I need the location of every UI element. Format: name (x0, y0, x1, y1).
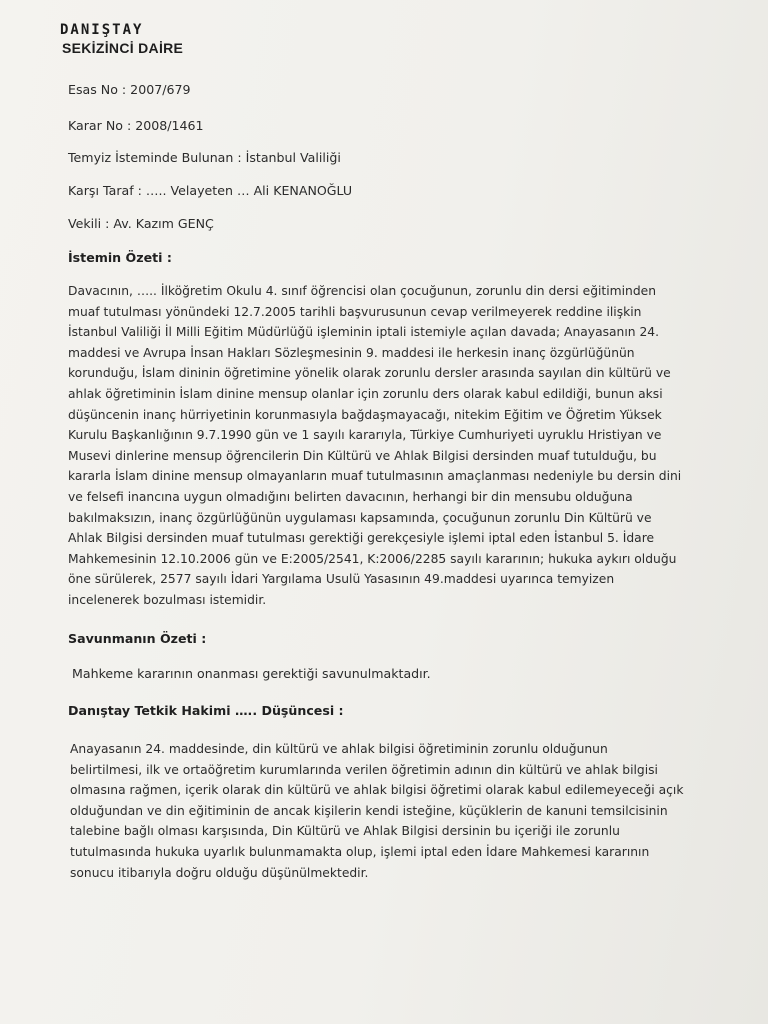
paragraph-line: İstanbul Valiliği İl Milli Eğitim Müdürlüğü işleminin iptali istemiyle açılan davada; Anayasanın 24. (68, 325, 660, 340)
opinion-heading: Danıştay Tetkik Hakimi ….. Düşüncesi : (68, 703, 344, 718)
opinion-paragraph (70, 739, 710, 883)
paragraph-line: olmasına rağmen, içerik olarak din kültürü ve ahlak bilgisi öğretimi olarak kabul edilemeyeceği açık (70, 783, 684, 798)
defense-summary-heading: Savunmanın Özeti : (68, 631, 207, 646)
court-stamp: DANIŞTAY (60, 22, 144, 38)
paragraph-line: ve felsefi inancına uygun olmadığını belirten davacının, herhangi bir din mensubu olduğuna (68, 489, 633, 504)
paragraph-line: düşüncenin inanç hürriyetinin korunmasıyla bağdaşmayacağı, nitekim Eğitim ve Öğretim Yüksek (68, 407, 662, 422)
paragraph-line: korunduğu, İslam dininin öğretimine yönelik olarak zorunlu dersler arasında sayılan din kültürü ve (68, 366, 671, 381)
paragraph-line: maddesi ve Avrupa İnsan Hakları Sözleşmesinin 9. maddesi ile herkesin inanç özgürlüğünün (68, 345, 635, 360)
paragraph-line: incelenerek bozulması istemidir. (68, 592, 267, 607)
paragraph-line: Musevi dinlerine mensup öğrencilerin Din Kültürü ve Ahlak Bilgisi dersinden muaf tutulduğu, bu (68, 448, 657, 463)
paragraph-line: talebine bağlı olması karşısında, Din Kültürü ve Ahlak Bilgisi dersinin bu içeriği ile zorunlu (70, 824, 620, 839)
paragraph-line: Ahlak Bilgisi dersinden muaf tutulması gerektiği gerekçesiyle işlemi iptal eden İstanbul 5. İdare (68, 531, 655, 546)
paragraph-line: Kurulu Başkanlığının 9.7.1990 gün ve 1 sayılı kararıyla, Türkiye Cumhuriyeti uyruklu Hristiyan ve (68, 428, 662, 443)
paragraph-line: Mahkemesinin 12.10.2006 gün ve E:2005/2541, K:2006/2285 sayılı kararının; hukuka aykırı olduğu (68, 551, 677, 566)
karar-no: Karar No : 2008/1461 (68, 118, 204, 133)
paragraph-line: ahlak öğretiminin İslam dinine mensup olanlar için zorunlu ders olarak kabul edildiği, bunun aksi (68, 386, 663, 401)
paragraph-line: öne sürülerek, 2577 sayılı İdari Yargılama Usulü Yasasının 49.maddesi uyarınca temyizen (68, 572, 615, 587)
paragraph-line: sonucu itibarıyla doğru olduğu düşünülmektedir. (70, 865, 369, 880)
paragraph-line: Davacının, ….. İlköğretim Okulu 4. sınıf öğrencisi olan çocuğunun, zorunlu din dersi eğitiminden (68, 284, 657, 298)
paragraph-line: muaf tutulması yönündeki 12.7.2005 tarihli başvurusunun cevap verilmeyerek reddine ilişkin (68, 304, 642, 319)
paragraph-line: Anayasanın 24. maddesinde, din kültürü ve ahlak bilgisi öğretiminin zorunlu olduğunun (70, 742, 608, 756)
opposing-party: Karşı Taraf : ….. Velayeten … Ali KENANOĞLU (68, 183, 353, 198)
paragraph-line: tutulmasında hukuka uyarlık bulunmamakta olup, işlemi iptal eden İdare Mahkemesi kararının (70, 844, 650, 859)
defense-summary-text: Mahkeme kararının onanması gerektiği savunulmaktadır. (72, 666, 431, 681)
claim-summary-heading: İstemin Özeti : (68, 250, 172, 265)
paragraph-line: kararla İslam dinine mensup olmayanların muaf tutulmasının amaçlanması nedeniyle bu dersin dini (68, 469, 682, 484)
paragraph-line: belirtilmesi, ilk ve ortaöğretim kurumlarında verilen öğretimin adının din kültürü ve ahlak bilgisi (70, 762, 658, 777)
paragraph-line: bakılmaksızın, inanç özgürlüğünün uygulaması kapsamında, çocuğunun zorunlu Din Kültürü ve (68, 510, 652, 525)
appellant: Temyiz İsteminde Bulunan : İstanbul Valiliği (68, 150, 341, 165)
claim-summary-paragraph (68, 281, 708, 611)
counsel: Vekili : Av. Kazım GENÇ (68, 216, 214, 231)
department-title: SEKİZİNCİ DAİRE (62, 40, 184, 56)
esas-no: Esas No : 2007/679 (68, 82, 191, 97)
paragraph-line: olduğundan ve din eğitiminin de ancak kişilerin kendi isteğine, küçüklerin de kanuni temsilcisinin (70, 803, 668, 818)
